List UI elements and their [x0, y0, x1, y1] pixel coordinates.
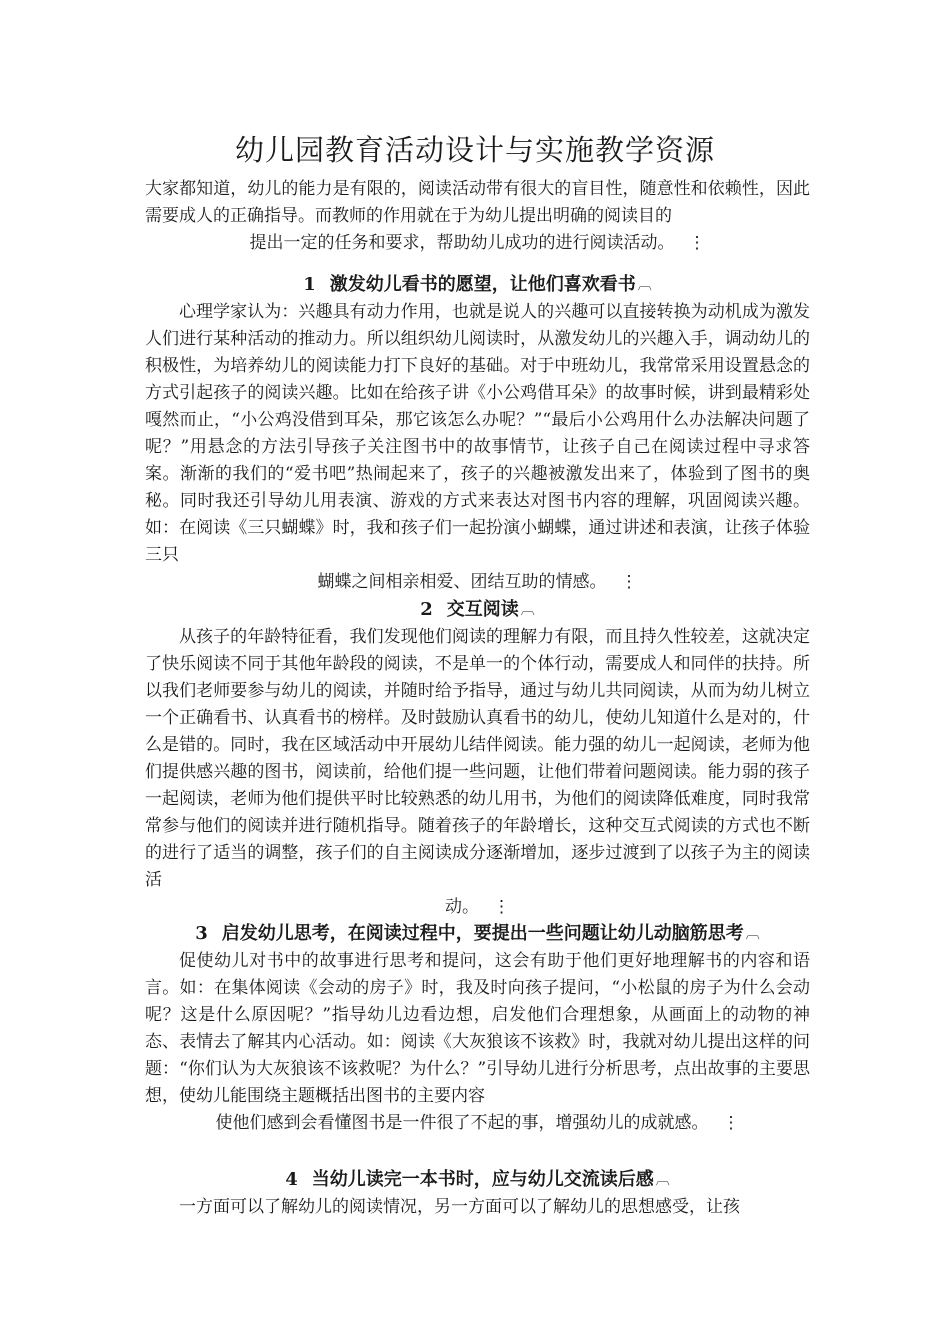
section-body — [145, 299, 810, 596]
section-text: 从孩子的年龄特征看，我们发现他们阅读的理解力有限，而且持久性较差，这就决定了快乐阅读不同于其他年龄段的阅读，不是单一的个体行动，需要成人和同伴的扶持。所以我们老师要参与幼儿的阅读，并随时给予指导，通过与幼儿共同阅读，从而为幼儿树立一个正确看书、认真看书的榜样。及时鼓励认真看书的幼儿，使幼儿知道什么是对的，什么是错的。同时，我在区域活动中开展幼儿结伴阅读。能力强的幼儿一起阅读，老师为他们提供感兴趣的图书，阅读前，给他们提一些问题，让他们带着问题阅读。能力弱的孩子一起阅读，老师为他们提供平时比较熟悉的幼儿用书，为他们的阅读降低难度，同时我常常参与他们的阅读并进行随机指导。随着孩子的年龄增长，这种交互式阅读的方式也不断的进行了适当的调整，孩子们的自主阅读成分逐渐增加，逐步过渡到了以孩子为主的阅读活 — [145, 627, 810, 890]
heading-mark-icon: ︹ — [745, 926, 760, 942]
vertical-ellipsis-icon: ⋮ — [493, 897, 510, 917]
section-tail: 动。 ⋮ — [145, 894, 810, 921]
section-2 — [145, 596, 810, 921]
vertical-ellipsis-icon: ⋮ — [688, 233, 706, 253]
section-number: 2 — [420, 599, 433, 620]
intro-text: 大家都知道，幼儿的能力是有限的，阅读活动带有很大的盲目性，随意性和依赖性，因此需要成人的正确指导。而教师的作用就在于为幼儿提出明确的阅读目的 — [145, 179, 810, 226]
section-heading — [145, 271, 810, 299]
section-title: 当幼儿读完一本书时，应与幼儿交流读后感 — [311, 1169, 654, 1190]
section-text: 心理学家认为：兴趣具有动力作用，也就是说人的兴趣可以直接转换为动机成为激发人们进行某种活动的推动力。所以组织幼儿阅读时，从激发幼儿的兴趣入手，调动幼儿的积极性，为培养幼儿的阅读能力打下良好的基础。对于中班幼儿，我常常采用设置悬念的方式引起孩子的阅读兴趣。比如在给孩子讲《小公鸡借耳朵》的故事时候，讲到最精彩处嘎然而止，“小公鸡没借到耳朵，那它该怎么办呢？”“最后小公鸡用什么办法解决问题了呢？”用悬念的方法引导孩子关注图书中的故事情节，让孩子自己在阅读过程中寻求答案。渐渐的我们的“爱书吧”热闹起来了，孩子的兴趣被激发出来了，体验到了图书的奥秘。同时我还引导幼儿用表演、游戏的方式来表达对图书内容的理解，巩固阅读兴趣。如：在阅读《三只蝴蝶》时，我和孩子们一起扮演小蝴蝶，通过讲述和表演，让孩子体验三只 — [145, 302, 810, 565]
vertical-ellipsis-icon: ⋮ — [722, 1113, 740, 1133]
section-3 — [145, 920, 810, 1137]
page-title: 幼儿园教育活动设计与实施教学资源 — [234, 133, 715, 167]
section-number: 1 — [303, 274, 316, 295]
section-text: 一方面可以了解幼儿的阅读情况，另一方面可以了解幼儿的思想感受，让孩 — [179, 1197, 740, 1217]
heading-mark-icon: ︹ — [520, 602, 535, 618]
section-title: 激发幼儿看书的愿望，让他们喜欢看书 — [329, 274, 636, 295]
section-title: 启发幼儿思考，在阅读过程中，要提出一些问题让幼儿动脑筋思考 — [221, 923, 744, 944]
section-heading — [145, 1166, 810, 1194]
intro-last-line: 提出一定的任务和要求，帮助幼儿成功的进行阅读活动。 ⋮ — [145, 230, 810, 257]
section-text: 促使幼儿对书中的故事进行思考和提问，这会有助于他们更好地理解书的内容和语言。如：在集体阅读《会动的房子》时，我及时向孩子提问，“小松鼠的房子为什么会动呢？这是什么原因呢？”指导幼儿边看边想，启发他们合理想象，从画面上的动物的神态、表情去了解其内心活动。如：阅读《大灰狼该不该救》时，我就对幼儿提出这样的问题：“你们认为大灰狼该不该救呢？为什么？”引导幼儿进行分析思考，点出故事的主要思想，使幼儿能围绕主题概括出图书的主要内容 — [145, 951, 810, 1106]
vertical-ellipsis-icon: ⋮ — [620, 572, 638, 592]
heading-mark-icon: ︹ — [655, 1172, 670, 1188]
intro-paragraph — [145, 176, 810, 257]
section-4 — [145, 1166, 810, 1221]
section-tail: 蝴蝶之间相亲相爱、团结互助的情感。 ⋮ — [145, 569, 810, 596]
heading-mark-icon: ︹ — [637, 277, 652, 293]
section-body — [145, 948, 810, 1137]
section-title: 交互阅读 — [446, 599, 519, 620]
section-heading — [145, 596, 810, 624]
section-body — [145, 624, 810, 921]
section-tail: 使他们感到会看懂图书是一件很了不起的事，增强幼儿的成就感。 ⋮ — [145, 1110, 810, 1137]
section-heading — [145, 920, 810, 948]
section-1 — [145, 271, 810, 596]
section-number: 4 — [285, 1169, 298, 1190]
section-number: 3 — [195, 923, 208, 944]
section-body — [145, 1194, 810, 1221]
